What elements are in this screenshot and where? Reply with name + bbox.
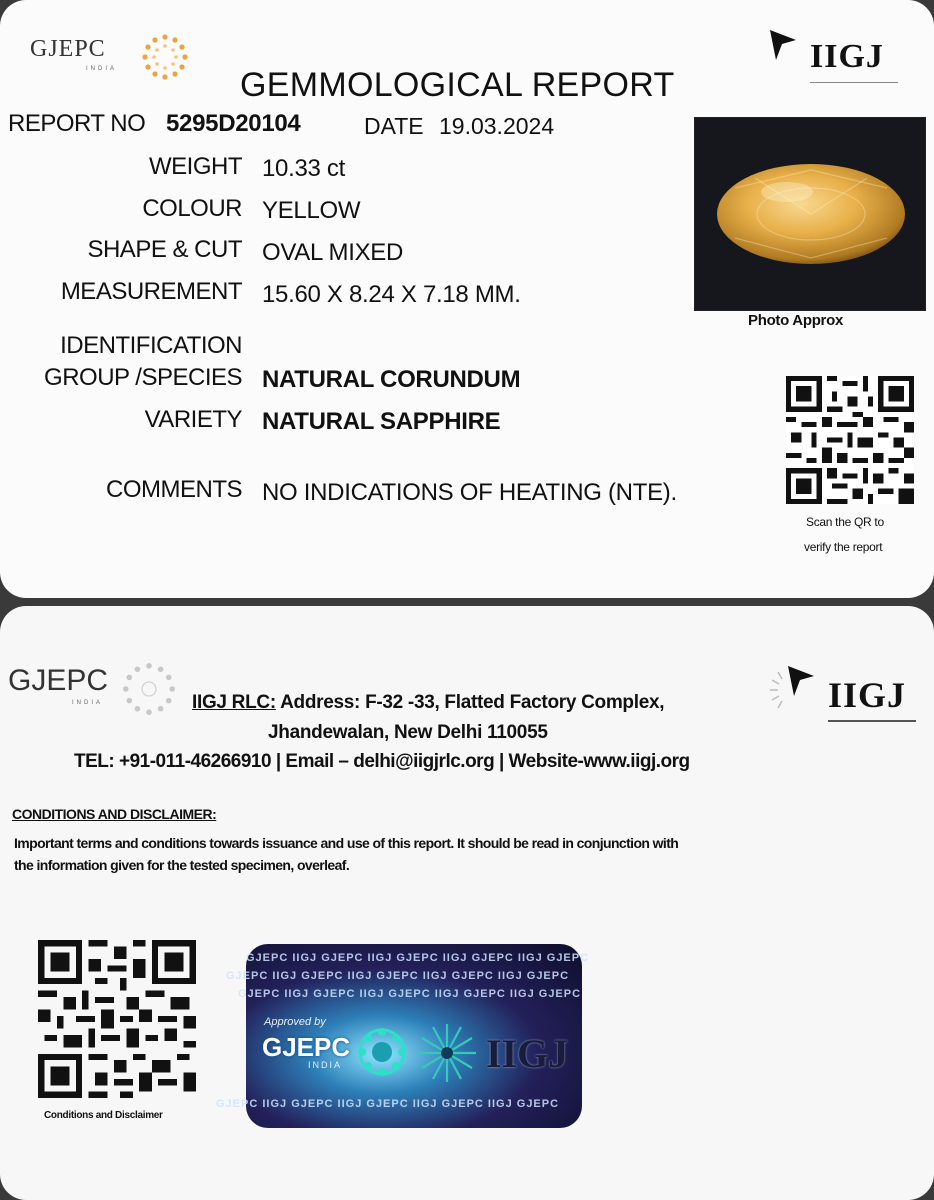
comments-label: COMMENTS: [106, 476, 242, 503]
date-value: 19.03.2024: [439, 113, 555, 139]
colour-label: COLOUR: [142, 195, 242, 222]
shape-cut-label: SHAPE & CUT: [87, 236, 242, 263]
hologram-text-row-4: GJEPC IIGJ GJEPC IIGJ GJEPC IIGJ GJEPC IIGJ GJEPC: [216, 1098, 560, 1110]
hologram-text-row-1: GJEPC IIGJ GJEPC IIGJ GJEPC IIGJ GJEPC IIGJ GJEPC: [246, 952, 590, 964]
gjepc-flower-back-icon: [120, 660, 178, 718]
address-text-1: Address: F-32 -33, Flatted Factory Complex,: [275, 692, 665, 713]
comments-value: NO INDICATIONS OF HEATING (NTE).: [262, 479, 677, 506]
measurement-value: 15.60 X 8.24 X 7.18 MM.: [262, 281, 521, 308]
gjepc-logo-subtext: INDIA: [86, 66, 118, 72]
gjepc-flower-icon: [140, 32, 190, 82]
page-title: GEMMOLOGICAL REPORT: [240, 66, 675, 104]
address-line2: Jhandewalan, New Delhi 110055: [268, 722, 548, 743]
report-no-value: 5295D20104: [166, 110, 301, 137]
variety-label: VARIETY: [144, 406, 242, 433]
group-species-value: NATURAL CORUNDUM: [262, 366, 521, 393]
hologram-approved-by: Approved by: [264, 1016, 326, 1028]
hologram-text-row-3: GJEPC IIGJ GJEPC IIGJ GJEPC IIGJ GJEPC IIGJ GJEPC: [238, 988, 582, 1000]
gjepc-logo-back: [8, 660, 184, 720]
weight-label: WEIGHT: [149, 153, 242, 180]
sapphire-image: [695, 118, 925, 310]
report-no-label: REPORT NO: [8, 110, 146, 137]
qr-caption-line1: Scan the QR to: [806, 515, 884, 529]
photo-caption: Photo Approx: [748, 312, 843, 329]
iigj-arrow-icon: [766, 28, 800, 62]
hologram-text-row-2: GJEPC IIGJ GJEPC IIGJ GJEPC IIGJ GJEPC IIGJ GJEPC: [226, 970, 570, 982]
colour-value: YELLOW: [262, 197, 361, 224]
verify-qr-code[interactable]: [786, 376, 914, 504]
identification-label: IDENTIFICATION: [60, 332, 242, 359]
gjepc-logo-text: GJEPC: [30, 36, 106, 62]
variety-value: NATURAL SAPPHIRE: [262, 408, 501, 435]
iigj-logo-text: IIGJ: [810, 38, 884, 75]
iigj-logo-back-underline: [828, 720, 916, 722]
hologram-iigj: IIGJ: [486, 1031, 569, 1076]
measurement-label: MEASUREMENT: [60, 278, 242, 305]
hologram-sunburst-icon: [416, 1022, 478, 1084]
gjepc-logo-back-text: GJEPC: [8, 664, 109, 697]
report-back-card: [0, 606, 934, 1200]
iigj-logo: [766, 24, 906, 88]
conditions-text-1: Important terms and conditions towards issuance and use of this report. It should be read in conjunction with: [14, 835, 679, 851]
iigj-logo-back: [760, 660, 920, 732]
hologram-gjepc: GJEPC: [262, 1032, 351, 1062]
gjepc-logo-back-subtext: INDIA: [72, 700, 104, 706]
conditions-heading: CONDITIONS AND DISCLAIMER:: [12, 806, 217, 822]
hologram-flower-icon: [356, 1026, 408, 1078]
hologram-seal: [216, 944, 590, 1128]
iigj-rays-icon: [760, 660, 820, 720]
hologram-gjepc-sub: INDIA: [308, 1060, 343, 1070]
gjepc-logo: [30, 32, 190, 82]
date-label: DATE: [364, 113, 424, 139]
group-species-label: GROUP /SPECIES: [44, 364, 242, 391]
stone-photo: [694, 117, 926, 311]
address-line1: [192, 692, 664, 714]
conditions-text-2: the information given for the tested specimen, overleaf.: [14, 857, 350, 873]
report-front-card: [0, 0, 934, 598]
iigj-logo-underline: [810, 82, 898, 83]
weight-value: 10.33 ct: [262, 155, 345, 182]
conditions-qr-code[interactable]: [38, 940, 196, 1098]
qr-caption-line2: verify the report: [804, 540, 883, 554]
contact-line: TEL: +91-011-46266910 | Email – delhi@iigjrlc.org | Website-www.iigj.org: [74, 751, 690, 772]
shape-cut-value: OVAL MIXED: [262, 239, 404, 266]
address-label: IIGJ RLC:: [192, 692, 276, 713]
qr-back-caption: Conditions and Disclaimer: [44, 1110, 163, 1121]
iigj-logo-back-text: IIGJ: [828, 675, 907, 715]
